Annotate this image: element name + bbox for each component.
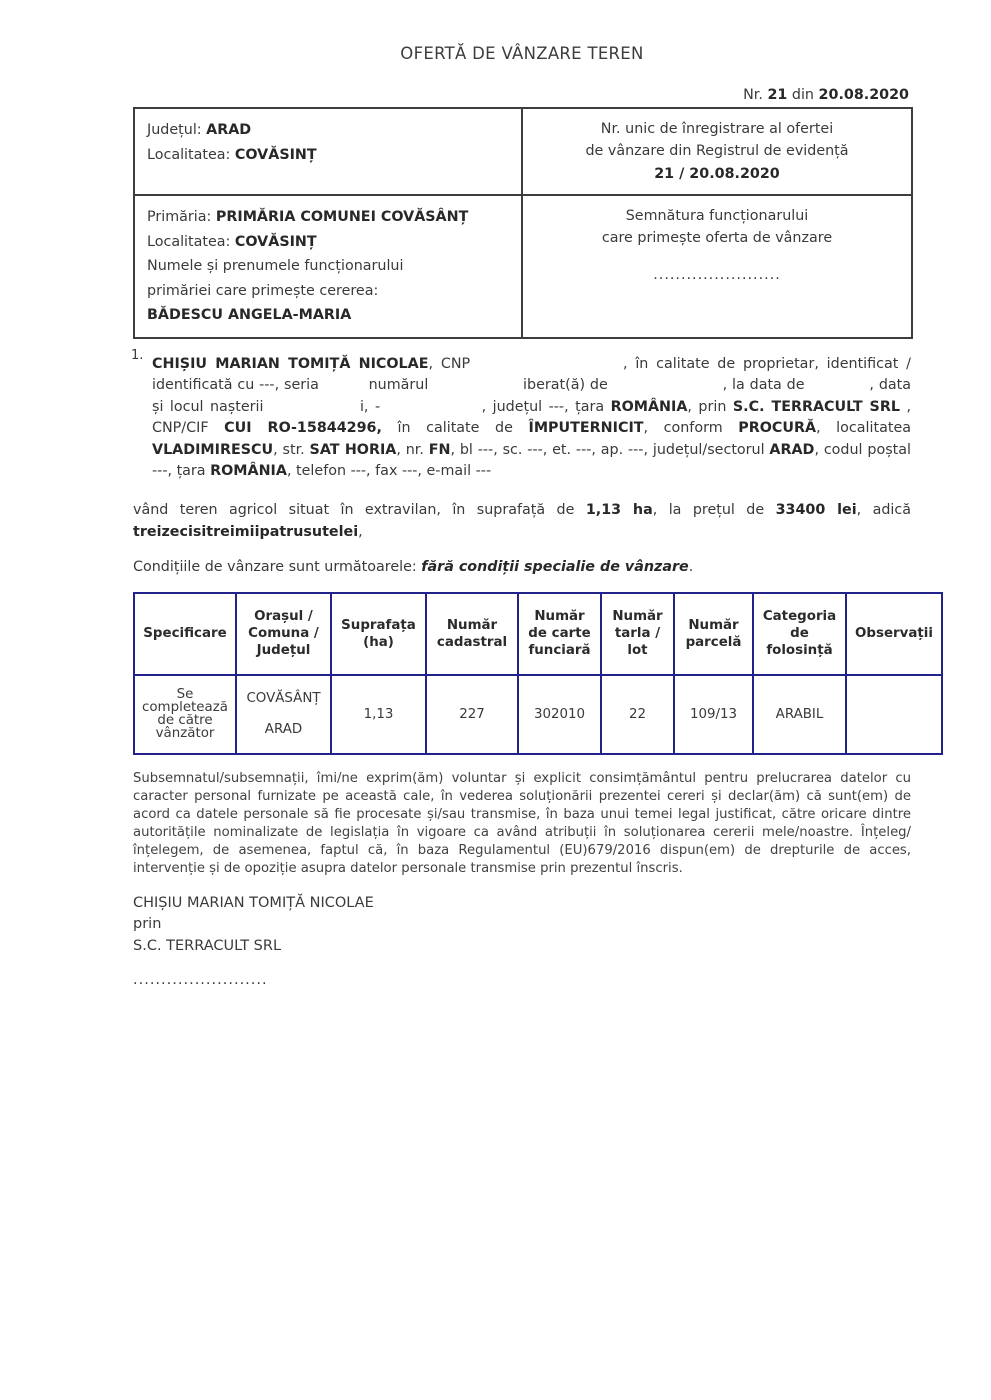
registry-row-1 (134, 108, 912, 195)
header-carte-funciara: Număr de carte funciară (518, 593, 601, 675)
judet-line (147, 118, 509, 143)
header-oras: Orașul / Comuna / Județul (236, 593, 331, 675)
header-cadastral: Număr cadastral (426, 593, 518, 675)
header-observatii: Observații (846, 593, 942, 675)
functionary-line1: Numele și prenumele funcționarului (147, 258, 404, 274)
signatory-name: CHIȘIU MARIAN TOMIȚĂ NICOLAE (133, 894, 374, 911)
land-table-data-row (134, 675, 942, 754)
sale-text-2: , la prețul de (652, 502, 776, 519)
cell-suprafata: 1,13 (331, 675, 426, 754)
owner-name: CHIȘIU MARIAN TOMIȚĂ NICOLAE (152, 355, 429, 372)
functionary-line2: primăriei care primește cererea: (147, 282, 379, 299)
nr-label: , nr. (396, 441, 429, 458)
signature-block (133, 893, 911, 992)
localitate-line (147, 143, 509, 168)
redacted-numar (433, 388, 518, 389)
localitatea-text: , localitatea (816, 420, 912, 437)
cell-tarla: 22 (601, 675, 674, 754)
nr-date: 20.08.2020 (818, 87, 909, 103)
nr-value: FN (428, 441, 451, 458)
cell-specificare: Se completează de către vânzător (134, 675, 236, 754)
header-suprafata: Suprafața (ha) (331, 593, 426, 675)
tara-value: ROMÂNIA (610, 398, 688, 415)
conditions-line (133, 557, 911, 579)
cell-carte-funciara: 302010 (518, 675, 601, 754)
nr-prefix: Nr. (743, 87, 768, 103)
item-number: 1. (131, 347, 144, 363)
contact-text: , telefon ---, fax ---, e-mail --- (286, 463, 492, 480)
cell-oras-value: COVĂSÂNȚ (246, 691, 321, 707)
unique-number-line2: de vânzare din Registrul de evidență (585, 143, 849, 159)
localitate2-line (147, 230, 509, 255)
registry-row-2 (134, 195, 912, 338)
signatory-company: S.C. TERRACULT SRL (133, 937, 282, 954)
redacted-seria (324, 388, 364, 389)
consent-paragraph: Subsemnatul/subsemnații, îmi/ne exprim(ăm) voluntar și explicit consimțământul pentru prelucrarea datelor cu caracter personal furnizate pe această cale, în vederea soluționării prezentei cereri și declar(ăm) că sunt(em) de acord ca datele personale să fie procesate și/sau transmise, în baza unui temei legal justificat, către oricare dintre autoritățile nominalizate de legislația în vigoare ca având atribuții în soluționarea cererii mele/noastre. Înțeleg/înțelegem, de asemenea, faptul că, în baza Regulamentul (EU)679/2016 dispun(em) de drepturile de acces, intervenție și de opoziție asupra datelor personale transmise prin prezentul înscris. (133, 770, 911, 876)
land-table-header-row (134, 593, 942, 675)
localitate-value: COVĂSINȚ (234, 146, 317, 163)
conditions-label: Condițiile de vânzare sunt următoarele: (133, 559, 422, 576)
localitate-label: Localitatea: (147, 146, 235, 163)
sale-area-value: 1,13 ha (585, 502, 653, 519)
cod-postal-text: , codul poștal ---, țara (152, 441, 911, 480)
nastere-label: , data și locul nașterii (152, 377, 912, 415)
document-content (131, 0, 933, 992)
redacted-nastere (270, 410, 360, 411)
signature-line2: care primește oferta de vânzare (601, 230, 833, 246)
primaria-line (147, 205, 509, 230)
adresa-text: , bl ---, sc. ---, et. ---, ap. ---, județul/sectorul (450, 441, 770, 458)
conditions-value: fără condiții specialie de vânzare (421, 559, 689, 576)
cell-cadastral: 227 (426, 675, 518, 754)
redacted-data (809, 388, 869, 389)
nr-middle: din (787, 87, 819, 103)
unique-number-value: 21 / 20.08.2020 (654, 166, 780, 182)
sale-text-1: vând teren agricol situat în extravilan, în suprafață de (133, 502, 586, 519)
cell-oras-judet (236, 675, 331, 754)
unique-number-line1: Nr. unic de înregistrare al ofertei (600, 121, 834, 137)
nastere-remnant: i, - (359, 398, 387, 415)
procura-value: PROCURĂ (738, 420, 817, 437)
judet-sector-value: ARAD (769, 441, 815, 458)
str-label: , str. (273, 441, 310, 458)
imputernicit-value: ÎMPUTERNICIT (528, 420, 644, 437)
registry-cell-primaria (134, 195, 522, 338)
localitate2-value: COVĂSINȚ (234, 233, 317, 250)
vladimirescu-value: VLADIMIRESCU (152, 441, 274, 458)
header-categoria: Categoria de folosință (753, 593, 846, 675)
sale-price-words: treizecisitreimiipatrusutelei (133, 523, 359, 540)
registry-table (133, 107, 913, 339)
land-table (133, 592, 943, 755)
sale-paragraph (133, 500, 911, 543)
judet-value: ARAD (206, 122, 252, 138)
cell-parcela: 109/13 (674, 675, 753, 754)
registry-cell-judet (134, 108, 522, 195)
registration-number-line (133, 87, 911, 103)
judet-text: , județul ---, țara (481, 398, 611, 415)
primaria-value: PRIMĂRIA COMUNEI COVĂSÂNȚ (215, 209, 469, 225)
strada-value: SAT HORIA (309, 441, 397, 458)
data-label: , la data de (722, 377, 810, 394)
signature-line1: Semnătura funcționarului (625, 208, 809, 224)
calitate-text: în calitate de (381, 420, 529, 437)
tara2-value: ROMÂNIA (210, 463, 287, 480)
page-title: OFERTĂ DE VÂNZARE TEREN (400, 44, 644, 63)
prin-text: , prin (687, 398, 733, 415)
owner-paragraph (152, 354, 911, 484)
judet-label: Județul: (147, 122, 207, 138)
sale-text-3: , adică (856, 502, 912, 519)
registry-cell-unique-number (522, 108, 912, 195)
cell-categoria: ARABIL (753, 675, 846, 754)
sale-text-4: , (358, 523, 363, 540)
primaria-label: Primăria: (147, 209, 216, 225)
cell-observatii (846, 675, 942, 754)
cui-value: CUI RO-15844296, (224, 420, 382, 437)
company-value: S.C. TERRACULT SRL (732, 398, 900, 415)
registry-cell-signature (522, 195, 912, 338)
eliberat-label: iberat(ă) de (518, 377, 613, 394)
numarul-label: numărul (363, 377, 434, 394)
header-tarla: Număr tarla / lot (601, 593, 674, 675)
cell-judet-value: ARAD (264, 722, 303, 738)
localitate2-label: Localitatea: (147, 233, 235, 250)
identity-text: , în calitate de proprietar, identificat / identificată cu ---, seria (152, 355, 911, 394)
header-specificare: Specificare (134, 593, 236, 675)
redacted-eliberat (613, 388, 723, 389)
redacted-cnp (478, 367, 623, 368)
conform-text: , conform (643, 420, 739, 437)
functionary-name: BĂDESCU ANGELA-MARIA (147, 307, 352, 323)
signatory-prin: prin (133, 916, 162, 933)
signature-dotted-line: ....................... (653, 267, 781, 283)
redacted-loc (387, 410, 482, 411)
nr-number: 21 (767, 87, 788, 103)
conditions-period: . (688, 559, 694, 576)
header-parcela: Număr parcelă (674, 593, 753, 675)
owner-paragraph-wrapper (131, 347, 912, 484)
cnpcif-label: , CNP/CIF (152, 398, 911, 437)
sale-price-value: 33400 lei (775, 502, 857, 519)
signatory-dotted-line: ........................ (133, 972, 268, 989)
cnp-label: , CNP (428, 355, 478, 372)
